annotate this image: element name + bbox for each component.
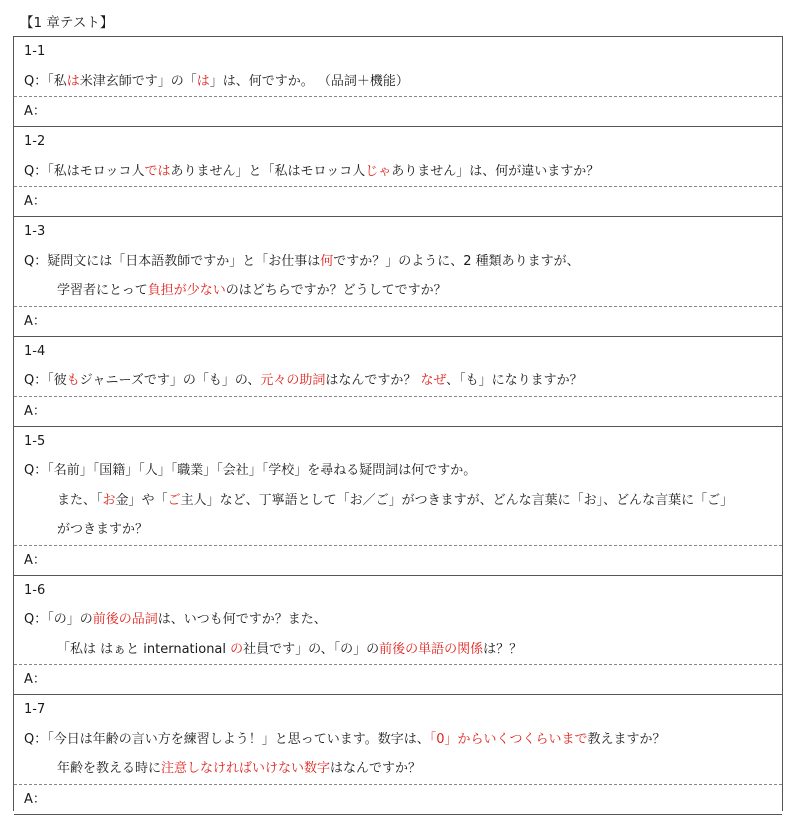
question-text-line	[24, 67, 782, 97]
question-number: 1-1	[24, 44, 46, 59]
question-text-line	[24, 486, 782, 516]
question-cell	[14, 576, 782, 666]
question-text: 米津玄師です」の「	[79, 73, 197, 89]
question-text-line	[24, 635, 782, 665]
question-block-1-6	[14, 576, 782, 696]
question-text-line	[24, 366, 782, 396]
highlighted-text: じゃ	[365, 163, 392, 179]
answer-field[interactable]	[14, 397, 782, 427]
question-text: 主人」など、丁寧語として「お／ご」がつきますが、どんな言葉に「お」、どんな言葉に「ご」	[180, 492, 734, 508]
question-text: Q：疑問文には「日本語教師ですか」と「お仕事は	[24, 253, 321, 269]
question-text: Q：「私はモロッコ人	[24, 163, 145, 179]
question-cell	[14, 127, 782, 187]
document-title: 【1 章テスト】	[20, 15, 114, 31]
highlighted-text: 元々の助詞	[260, 373, 326, 388]
question-text: 年齢を教える時に	[57, 761, 162, 776]
answer-label: A：	[24, 672, 46, 687]
question-text: は、いつも何ですか？また、	[157, 612, 327, 627]
answer-field[interactable]	[14, 785, 782, 815]
highlighted-text: 負担が少ない	[147, 283, 226, 298]
highlighted-text: では	[144, 163, 171, 179]
question-text: 社員です」の、「の」の	[243, 641, 380, 657]
highlighted-text: 前後の品詞	[92, 612, 158, 627]
question-block-1-7	[14, 695, 782, 815]
answer-label: A：	[24, 791, 46, 807]
answer-field[interactable]	[14, 307, 782, 337]
highlighted-text: 前後の単語の関係	[379, 641, 484, 657]
question-text: Q：「の」の	[24, 612, 93, 627]
question-text: ありません」は、何が違いますか？	[391, 163, 600, 179]
question-text-line	[24, 456, 782, 486]
question-text: Q：「彼	[24, 373, 67, 388]
question-text: ジャニーズです」の「も」の、	[79, 373, 261, 388]
question-text: 、「も」になりますか？	[446, 373, 583, 388]
highlighted-text: 「0」からいくつくらいまで	[429, 731, 588, 747]
question-text-line	[24, 157, 782, 187]
question-number: 1-2	[24, 134, 46, 149]
highlighted-text: 何	[320, 253, 334, 269]
question-block-1-3	[14, 217, 782, 337]
question-text: はなんですか？	[330, 761, 422, 776]
question-block-1-5	[14, 427, 782, 576]
question-cell	[14, 217, 782, 307]
question-text-line	[24, 515, 782, 545]
answer-label: A：	[24, 194, 46, 209]
highlighted-text: は	[66, 73, 80, 89]
question-text: Q：「私	[24, 73, 67, 89]
question-text: 」は、何ですか。 （品詞＋機能）	[209, 73, 409, 89]
highlighted-text: お	[102, 492, 116, 508]
question-number: 1-3	[24, 224, 46, 239]
question-block-1-2	[14, 127, 782, 217]
question-cell	[14, 427, 782, 546]
question-text-line	[24, 276, 782, 306]
question-text: また、「	[57, 492, 103, 508]
question-cell	[14, 37, 782, 97]
question-text: 「私は はぁと international	[57, 641, 231, 657]
question-text: がつきますか？	[57, 522, 149, 537]
highlighted-text: の	[230, 641, 244, 657]
question-text: 金」や「	[115, 492, 168, 508]
question-cell	[14, 337, 782, 397]
highlighted-text: は	[196, 73, 210, 89]
question-number: 1-5	[24, 433, 46, 449]
question-text: ですか？」のように、2 種類ありますが、	[333, 253, 580, 269]
question-text: は？？	[483, 641, 523, 657]
question-text: のはどちらですか？どうしてですか？	[225, 283, 447, 298]
highlighted-text: 注意しなければいけない数字	[161, 761, 331, 776]
question-text: はなんですか？	[325, 373, 421, 388]
answer-label: A：	[24, 403, 46, 419]
answer-field[interactable]	[14, 665, 782, 695]
question-text: Q：「今日は年齢の言い方を練習しよう！」と思っています。数字は、	[24, 731, 430, 747]
question-block-1-4	[14, 337, 782, 427]
answer-field[interactable]	[14, 187, 782, 217]
question-text: Q：「名前」「国籍」「人」「職業」「会社」「学校」を尋ねる疑問詞は何ですか。	[24, 463, 477, 478]
question-number: 1-4	[24, 343, 46, 359]
question-number: 1-6	[24, 582, 46, 598]
question-block-1-1	[14, 37, 782, 127]
highlighted-text: なぜ	[420, 373, 447, 388]
question-number: 1-7	[24, 702, 46, 717]
answer-label: A：	[24, 313, 46, 329]
question-text: 学習者にとって	[57, 283, 148, 298]
question-text-line	[24, 247, 782, 277]
answer-label: A：	[24, 104, 46, 119]
question-text-line	[24, 605, 782, 635]
question-cell	[14, 695, 782, 785]
answer-field[interactable]	[14, 97, 782, 127]
test-table	[13, 36, 783, 811]
question-text: ありません」と「私はモロッコ人	[170, 163, 366, 179]
answer-field[interactable]	[14, 546, 782, 576]
question-text-line	[24, 754, 782, 784]
answer-label: A：	[24, 552, 46, 568]
highlighted-text: も	[66, 373, 80, 388]
highlighted-text: ご	[167, 492, 181, 508]
question-text-line	[24, 725, 782, 755]
question-text: 教えますか？	[587, 731, 666, 747]
